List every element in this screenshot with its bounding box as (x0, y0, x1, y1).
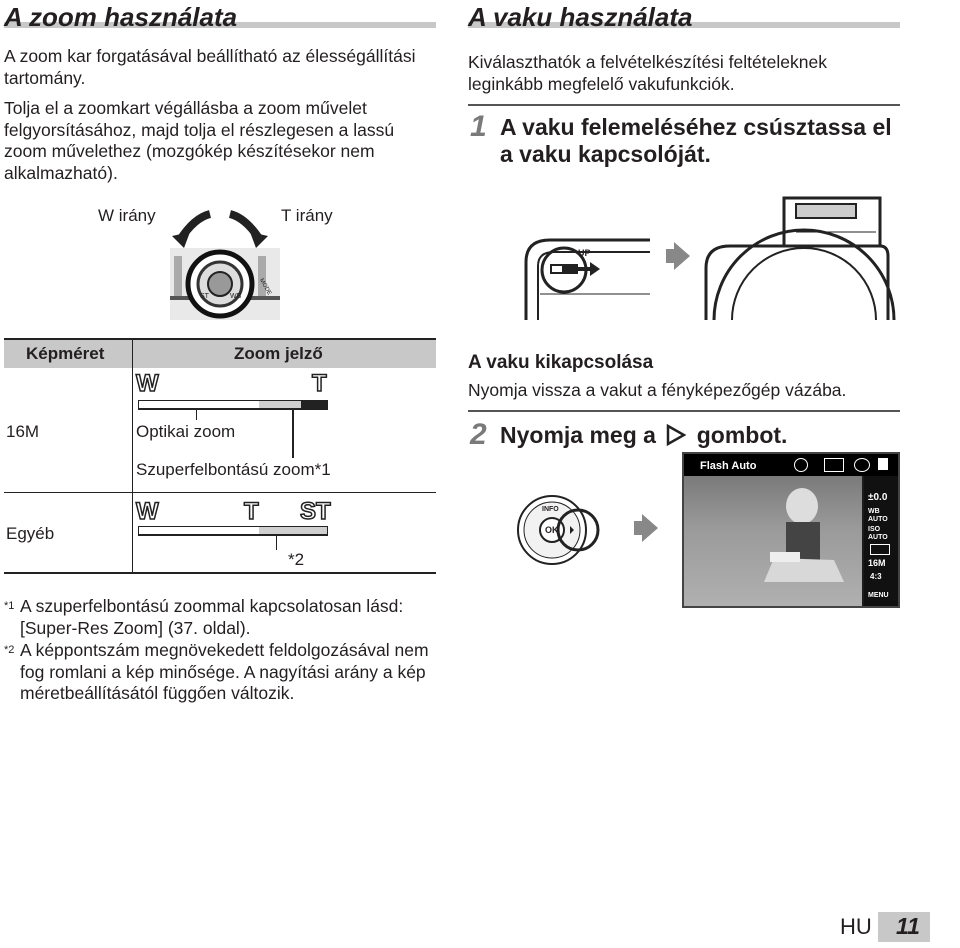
row1-super-label: Szuperfelbontású zoom*1 (136, 460, 331, 479)
flash-off-text: Nyomja vissza a vakut a fényképezőgép vázába. (468, 380, 847, 400)
step1-number: 1 (470, 110, 487, 143)
dial-ok-label: OK (545, 525, 559, 535)
header-kepmeret: Képméret (26, 344, 105, 363)
row-label-16m: 16M (6, 422, 40, 441)
lcd-side-item-2: ISO AUTO (868, 526, 888, 541)
dial-arrow-body (634, 521, 642, 535)
lcd-flash-icon-2 (824, 458, 844, 472)
row2-note: *2 (288, 550, 305, 569)
row1-optical-label: Optikai zoom (136, 422, 236, 441)
super-pointer (292, 410, 294, 458)
control-dial-illustration (516, 490, 606, 570)
step2-rule (468, 410, 900, 412)
step1-text: A vaku felemeléséhez csúsztassa el a vaku kapcsolóját. (500, 114, 892, 167)
page-footer (840, 912, 938, 942)
zoom-para-2: Tolja el a zoomkart végállásba a zoom művelet felgyorsításához, majd tolja el részlegesen a lassú zoom művelethez (mozgókép készítésekor nem alkalmazható). (4, 98, 395, 183)
t-direction-label: T irány (281, 206, 333, 225)
footnote-1-text: A szuperfelbontású zoommal kapcsolatosan lásd: [Super-Res Zoom] (37. oldal). (20, 596, 404, 638)
w-direction-label: W irány (98, 206, 156, 225)
zoom-lever-illustration (170, 196, 280, 320)
table-header-divider (132, 340, 133, 366)
dial-arrow (642, 514, 658, 542)
step2-text-before: Nyomja meg a (500, 422, 656, 448)
footnote-2-text: A képpontszám megnövekedett feldolgozásával nem fog romlani a kép minősége. A nagyítási arány a kép méretbeállításától függően változik. (20, 640, 429, 703)
table-bottom-rule (4, 572, 436, 574)
footnote-2-mark: *2 (4, 644, 15, 656)
step2-number: 2 (470, 418, 487, 451)
lcd-flash-icons (794, 458, 894, 472)
dial-info-label: INFO (542, 506, 559, 513)
flash-off-title: A vaku kikapcsolása (468, 352, 654, 373)
page-number: 11 (896, 913, 920, 939)
flash-raised-illustration (700, 194, 896, 320)
row-label-egyeb: Egyéb (6, 524, 55, 543)
camera-label-wb: WB (230, 293, 242, 300)
note-pointer (276, 536, 277, 550)
step2-text-after: gombot. (696, 422, 788, 448)
lcd-flash-icon-3 (854, 458, 870, 472)
zoom-section-title: A zoom használata (4, 2, 238, 32)
lcd-side-item-1: WB AUTO (868, 508, 888, 523)
optical-pointer (196, 410, 197, 420)
flash-step-arrow (674, 242, 690, 270)
page-lang: HU (840, 914, 872, 939)
lcd-top-label: Flash Auto (700, 460, 757, 472)
flash-step-arrow-body (666, 249, 674, 263)
footnote-1 (4, 596, 444, 639)
row-divider (4, 492, 436, 493)
footnote-1-mark: *1 (4, 600, 15, 612)
zoom-bar-1-base (138, 408, 328, 410)
lcd-side-item-0: ±0.0 (868, 492, 888, 503)
lcd-side-item-4: 4:3 (870, 572, 882, 581)
flash-section-title: A vaku használata (468, 2, 693, 32)
indicator-w-letter: W (136, 370, 159, 397)
lcd-photo-subject (744, 482, 854, 592)
lcd-screen (682, 452, 900, 608)
step1-rule (468, 104, 900, 106)
camera-label-st: ST (200, 293, 209, 300)
table-col-divider (132, 366, 133, 574)
indicator2-st-letter: ST (300, 498, 331, 525)
indicator2-w-letter: W (136, 498, 159, 525)
indicator-t-letter: T (312, 370, 327, 397)
lcd-menu-label: MENU (868, 592, 889, 599)
zoom-bar-2-base (138, 534, 328, 536)
lcd-side-item-3: 16M (868, 558, 886, 568)
footnote-2 (4, 640, 444, 705)
lcd-side-box-icon (870, 544, 890, 555)
switch-up-label: UP (578, 248, 591, 258)
header-zoom-jelzo: Zoom jelző (234, 344, 323, 363)
lcd-flash-icon-4 (878, 458, 888, 470)
flash-intro: Kiválaszthatók a felvételkészítési feltételeknek leginkább megfelelő vakufunkciók. (468, 52, 827, 94)
camera-label-mode: MODE (257, 277, 273, 297)
zoom-para-1: A zoom kar forgatásával beállítható az élességállítási tartomány. (4, 46, 416, 88)
indicator2-t-letter: T (244, 498, 259, 525)
flash-switch-illustration (520, 232, 650, 320)
step2-text (500, 422, 900, 449)
lcd-flash-icon-1 (794, 458, 808, 472)
zoom-table (4, 338, 436, 574)
right-triangle-icon (666, 424, 686, 446)
